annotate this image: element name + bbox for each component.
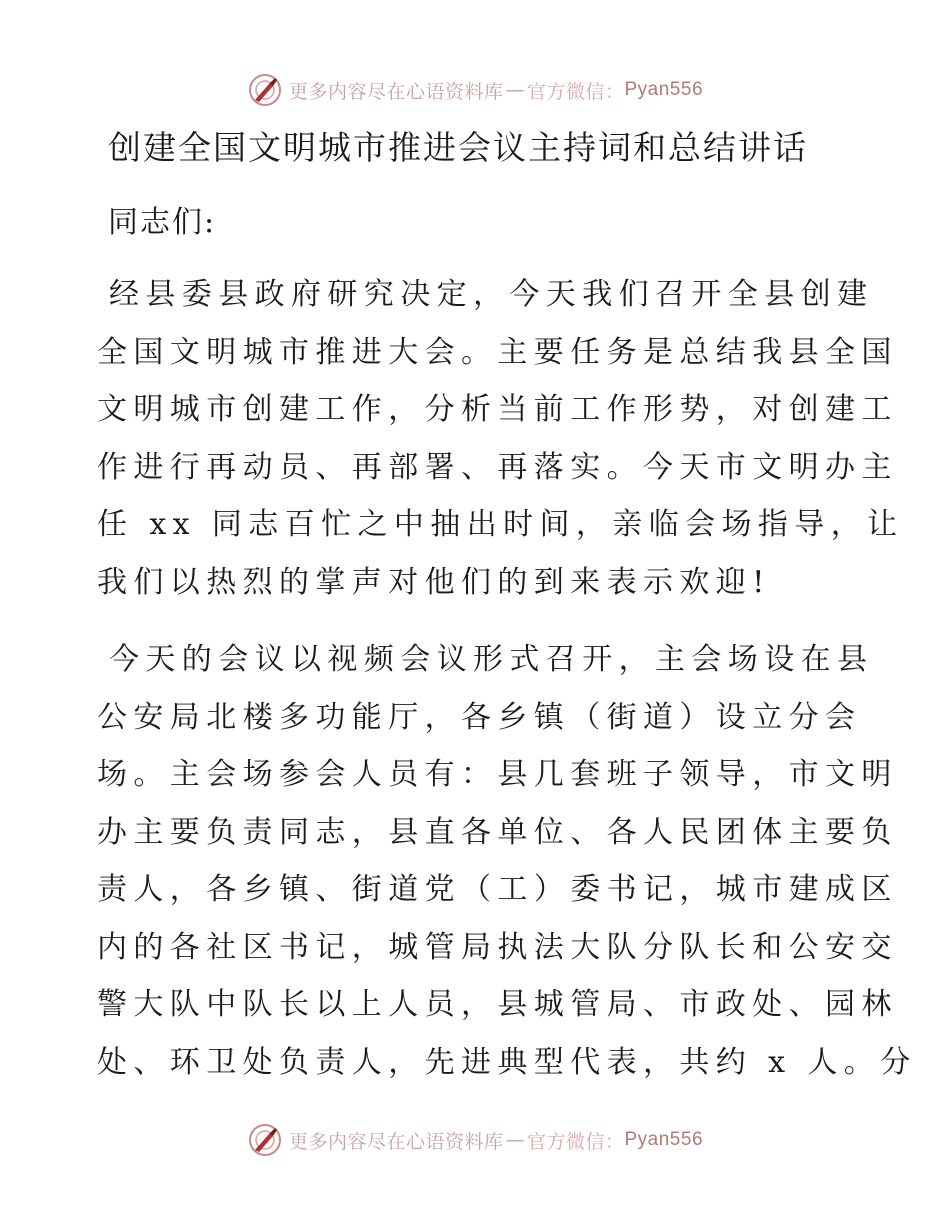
paragraph-line: 警大队中队长以上人员，县城管局、市政处、园林 xyxy=(97,987,898,1022)
watermark-wechat-label: 官方微信： xyxy=(526,80,625,103)
paragraph-line: 任 xx 同志百忙之中抽出时间，亲临会场指导，让 xyxy=(97,507,904,542)
footer-watermark xyxy=(0,1120,950,1160)
paragraph-line: 今天的会议以视频会议形式召开，主会场设在县 xyxy=(109,642,874,677)
watermark-wechat-label: 官方微信： xyxy=(526,1130,625,1153)
paragraph-line: 我们以热烈的掌声对他们的到来表示欢迎! xyxy=(97,564,771,600)
paragraph-line: 内的各社区书记，城管局执法大队分队长和公安交 xyxy=(97,929,898,965)
paragraph-line: 公安局北楼多功能厅，各乡镇（街道）设立分会 xyxy=(97,699,862,735)
watermark-separator: — xyxy=(505,1129,525,1151)
watermark-wechat-id: Pyan556 xyxy=(624,1129,704,1150)
paragraph-line: 全国文明城市推进大会。主要任务是总结我县全国 xyxy=(97,334,898,370)
paragraph-line: 作进行再动员、再部署、再落实。今天市文明办主 xyxy=(97,449,898,485)
paragraph-line: 处、环卫处负责人，先进典型代表，共约 x 人。分 xyxy=(97,1044,917,1080)
watermark-text: 更多内容尽在心语资料库 xyxy=(288,80,504,103)
paragraph-2 xyxy=(97,631,917,1091)
document-title: 创建全国文明城市推进会议主持词和总结讲话 xyxy=(108,128,808,167)
paragraph-line: 文明城市创建工作，分析当前工作形势，对创建工 xyxy=(97,392,898,427)
paragraph-line: 责人，各乡镇、街道党（工）委书记，城市建成区 xyxy=(97,872,898,907)
pen-logo-icon xyxy=(247,72,283,108)
header-watermark xyxy=(0,70,950,110)
watermark-separator: — xyxy=(505,79,525,101)
paragraph-line: 办主要负责同志，县直各单位、各人民团体主要负 xyxy=(97,814,898,850)
paragraph-line: 场。主会场参会人员有：县几套班子领导，市文明 xyxy=(97,757,898,792)
paragraph-1 xyxy=(97,266,904,611)
watermark-wechat-id: Pyan556 xyxy=(624,79,704,100)
watermark-text: 更多内容尽在心语资料库 xyxy=(288,1130,504,1153)
pen-logo-icon xyxy=(247,1122,283,1158)
paragraph-line: 经县委县政府研究决定，今天我们召开全县创建 xyxy=(109,277,874,312)
salutation: 同志们: xyxy=(108,205,217,240)
